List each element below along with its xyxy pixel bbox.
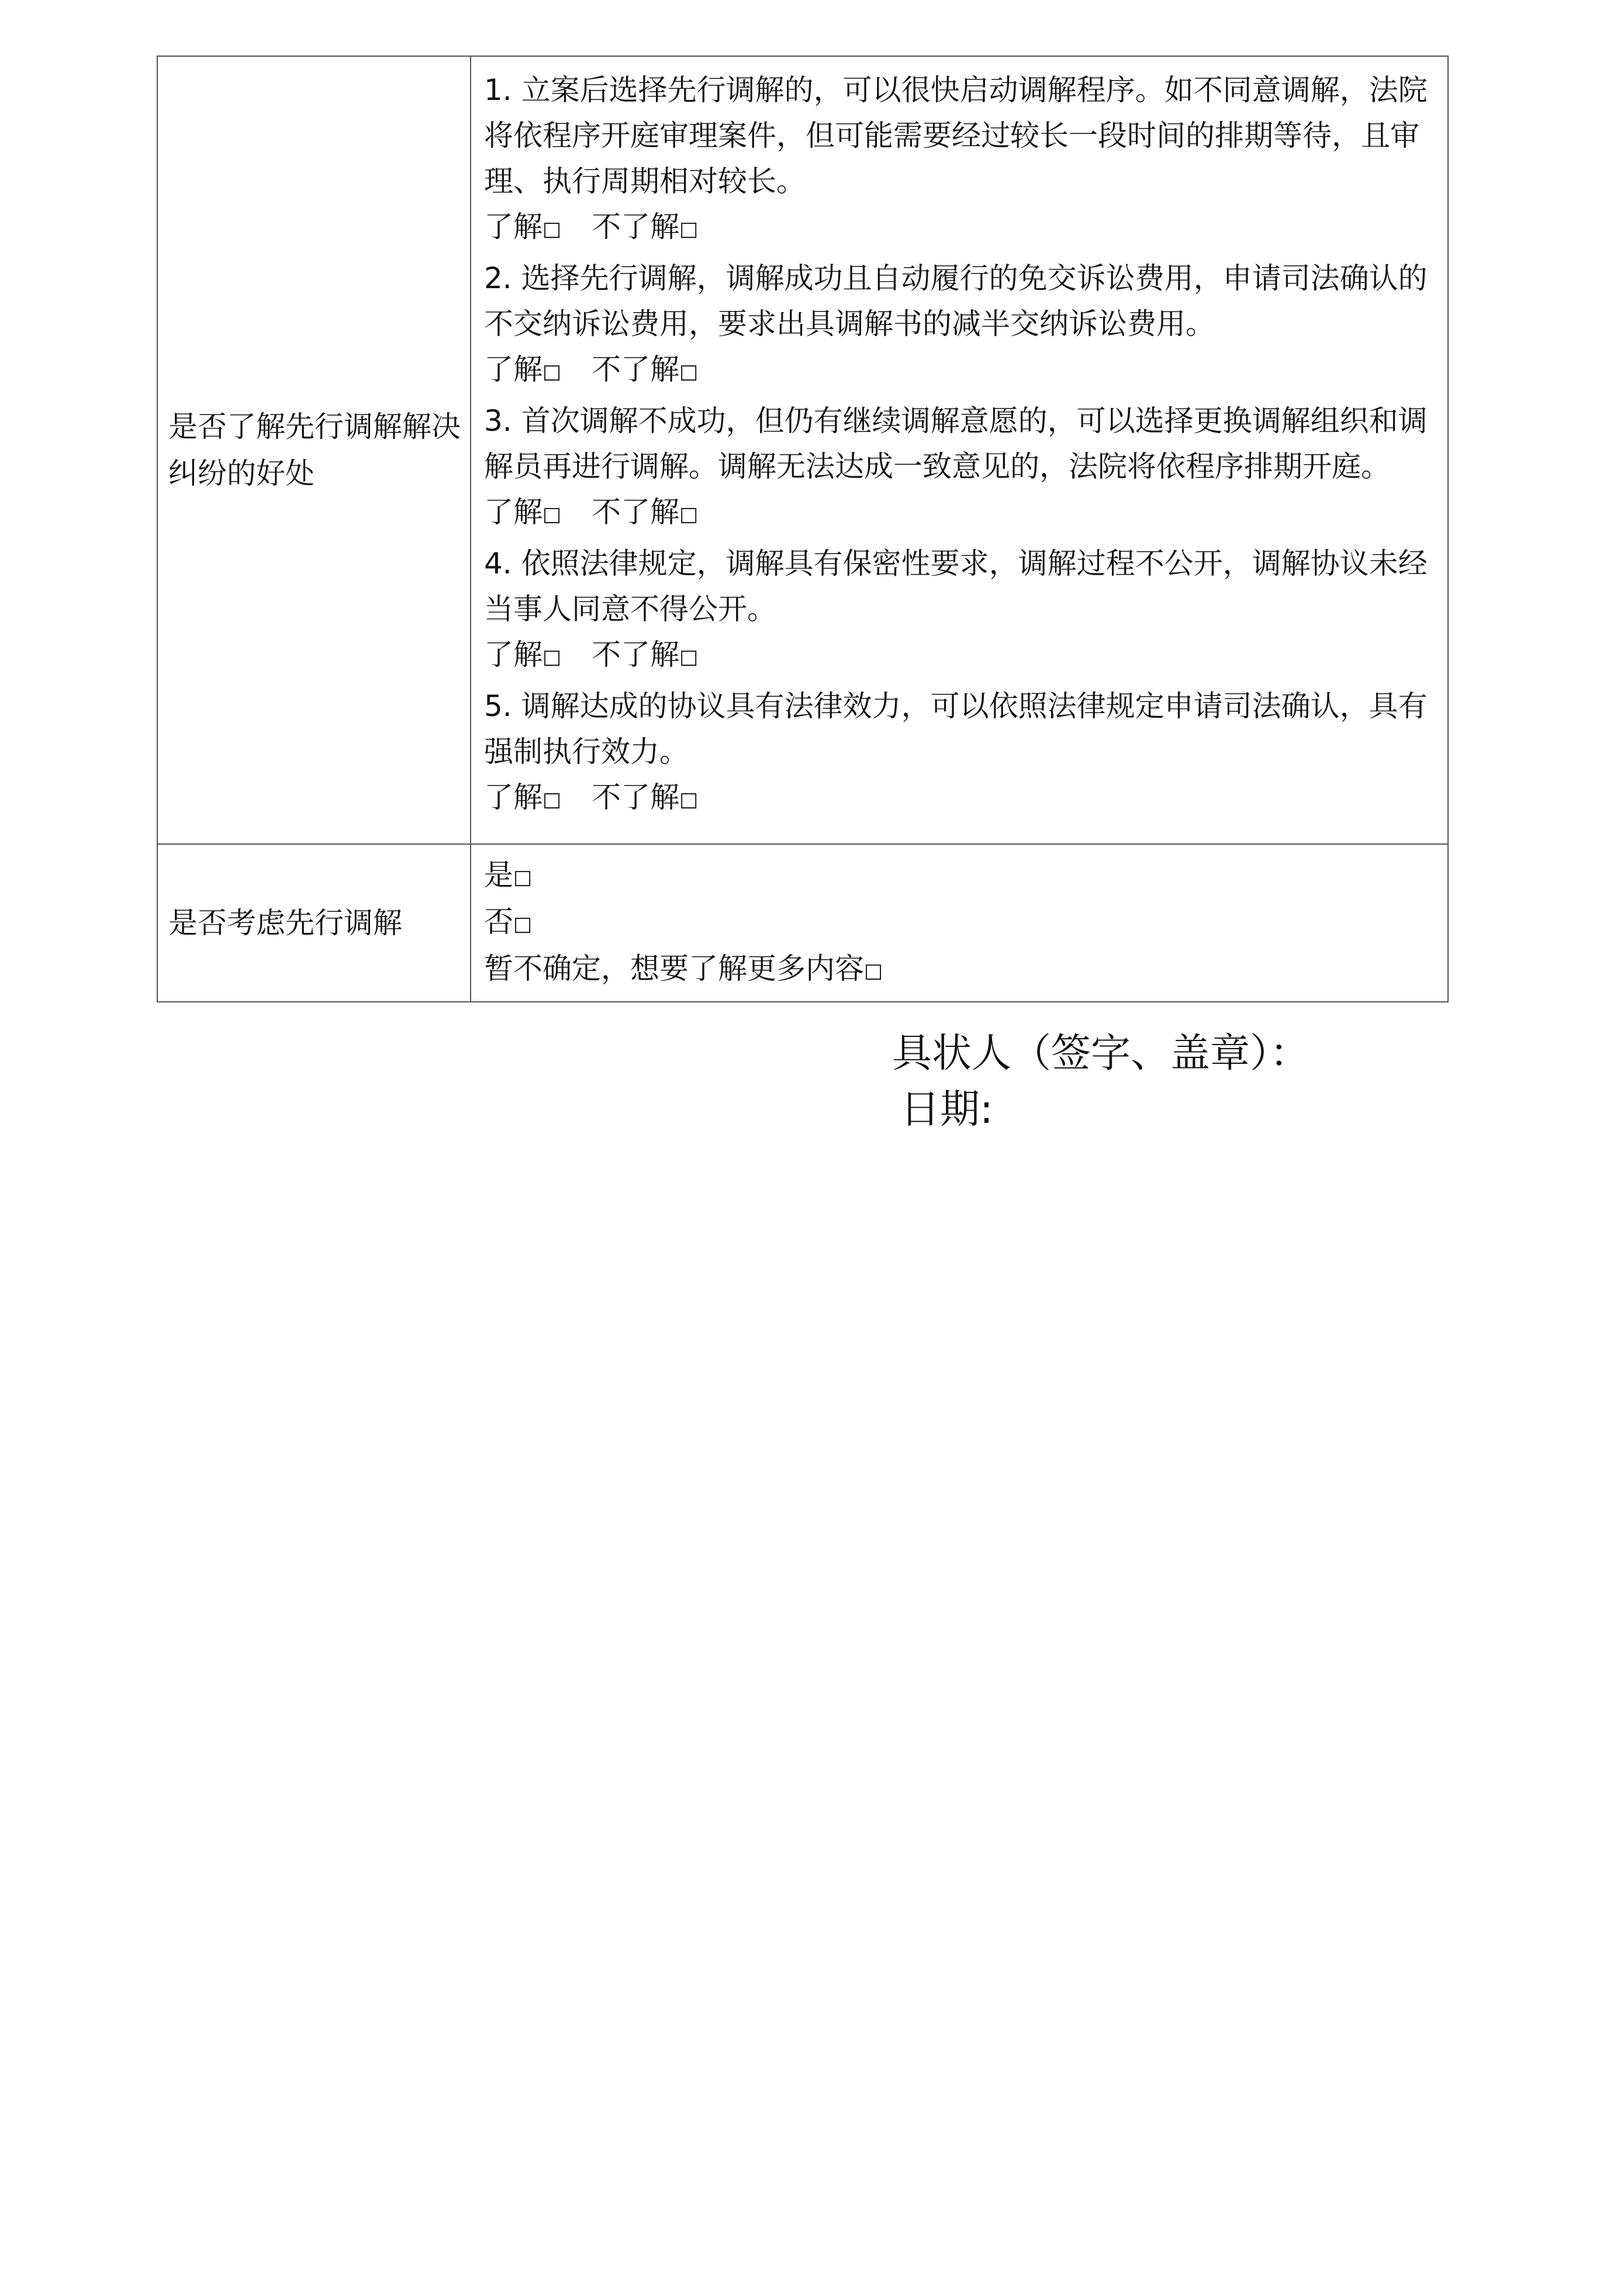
benefit-item-text: 5. 调解达成的协议具有法律效力，可以依照法律规定申请司法确认，具有 强制执行效力。 xyxy=(484,689,1428,769)
benefit-item-4 xyxy=(484,541,1437,680)
understand-checkbox[interactable]: 了解□ xyxy=(484,347,561,395)
checkbox-square-icon: □ xyxy=(543,788,562,811)
date-label: 日期: xyxy=(900,1087,993,1133)
not-understand-checkbox[interactable]: 不了解□ xyxy=(592,774,698,822)
not-understand-checkbox[interactable]: 不了解□ xyxy=(592,632,698,680)
benefit-item-text: 4. 依照法律规定，调解具有保密性要求，调解过程不公开，调解协议未经 当事人同意不得公开。 xyxy=(484,547,1428,626)
understand-checkbox[interactable]: 了解□ xyxy=(484,204,561,252)
checkbox-square-icon: □ xyxy=(543,503,562,526)
benefit-item-1 xyxy=(484,67,1437,252)
understand-checkbox[interactable]: 了解□ xyxy=(484,632,561,680)
consider-content-cell xyxy=(471,844,1448,1002)
not-understand-checkbox[interactable]: 不了解□ xyxy=(592,347,698,395)
benefit-item-options xyxy=(484,489,1437,537)
checkbox-square-icon: □ xyxy=(679,645,699,669)
benefit-item-options xyxy=(484,347,1437,395)
checkbox-square-icon: □ xyxy=(679,217,699,241)
benefit-item-text: 1. 立案后选择先行调解的，可以很快启动调解程序。如不同意调解，法院 将依程序开庭审理案件，但可能需要经过较长一段时间的排期等待，且审 理、执行周期相对较长。 xyxy=(484,73,1428,198)
benefits-row xyxy=(157,56,1448,844)
consider-label: 是否考虑先行调解 xyxy=(168,906,402,940)
benefit-item-5 xyxy=(484,683,1437,822)
checkbox-square-icon: □ xyxy=(543,645,562,669)
checkbox-square-icon: □ xyxy=(679,503,699,526)
benefit-item-options xyxy=(484,204,1437,252)
benefits-label-cell xyxy=(157,56,471,844)
benefit-item-3 xyxy=(484,398,1437,537)
checkbox-square-icon: □ xyxy=(543,217,562,241)
consider-option-yes[interactable]: 是□ xyxy=(484,853,1437,900)
not-understand-checkbox[interactable]: 不了解□ xyxy=(592,489,698,537)
understand-checkbox[interactable]: 了解□ xyxy=(484,774,561,822)
benefits-content-cell xyxy=(471,56,1448,844)
checkbox-square-icon: □ xyxy=(513,912,533,936)
checkbox-square-icon: □ xyxy=(864,959,883,983)
benefit-item-text: 2. 选择先行调解，调解成功且自动履行的免交诉讼费用，申请司法确认的 不交纳诉讼费用，要求出具调解书的减半交纳诉讼费用。 xyxy=(484,261,1428,341)
consider-row xyxy=(157,844,1448,1002)
benefit-item-text: 3. 首次调解不成功，但仍有继续调解意愿的，可以选择更换调解组织和调 解员再进行调解。调解无法达成一致意见的，法院将依程序排期开庭。 xyxy=(484,404,1428,483)
consider-option-no[interactable]: 否□ xyxy=(484,900,1437,946)
checkbox-square-icon: □ xyxy=(679,360,699,383)
benefit-item-options xyxy=(484,774,1437,822)
benefit-item-2 xyxy=(484,255,1437,395)
understand-checkbox[interactable]: 了解□ xyxy=(484,489,561,537)
signer-label: 具状人（签字、盖章）： xyxy=(892,1031,1310,1077)
mediation-form-table xyxy=(157,56,1449,1002)
benefits-label: 是否了解先行调解解决纠纷的好处 xyxy=(168,410,461,490)
signature-block xyxy=(892,1026,1309,1138)
checkbox-square-icon: □ xyxy=(679,788,699,811)
not-understand-checkbox[interactable]: 不了解□ xyxy=(592,204,698,252)
consider-option-unsure[interactable]: 暂不确定，想要了解更多内容□ xyxy=(484,946,1437,993)
checkbox-square-icon: □ xyxy=(513,866,533,889)
consider-label-cell xyxy=(157,844,471,1002)
checkbox-square-icon: □ xyxy=(543,360,562,383)
benefit-item-options xyxy=(484,632,1437,680)
